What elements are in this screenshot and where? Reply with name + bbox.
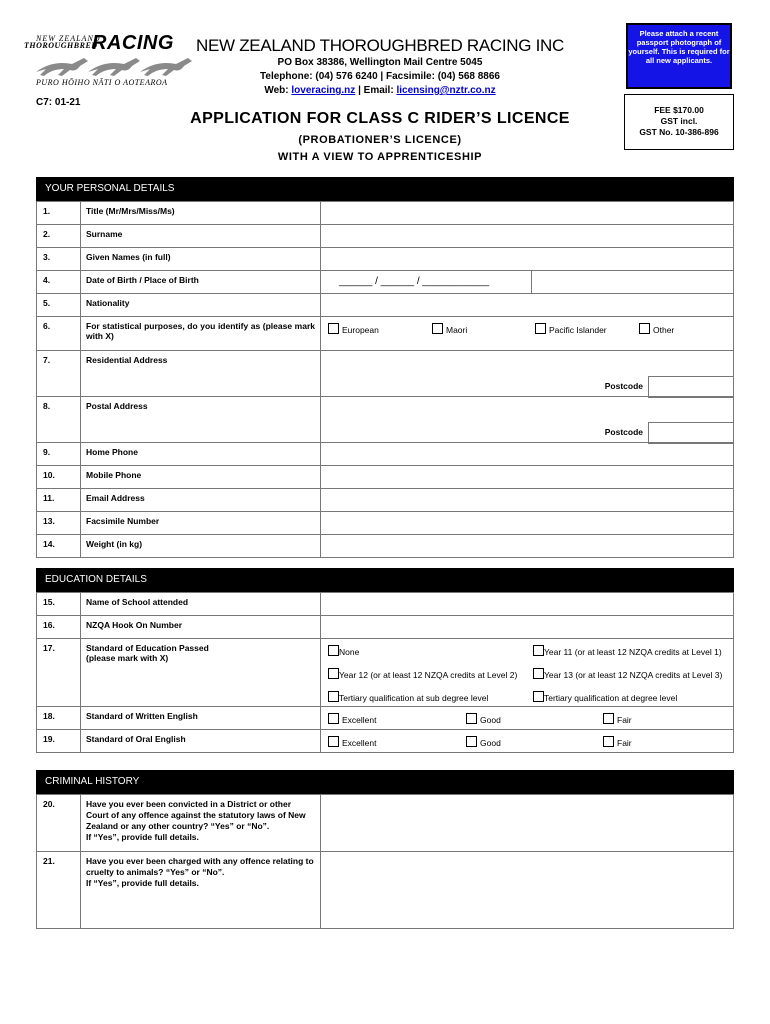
answer-field[interactable] [321, 616, 734, 639]
row-question: Have you ever been convicted in a District or other Court of any offence against the statutory laws of New Zealand or any other country? “Yes” or “No”. If “Yes”, provide full details. [81, 795, 321, 852]
row-question: Given Names (in full) [81, 248, 321, 271]
logo-racing: RACING [92, 32, 174, 54]
nztr-logo [22, 30, 202, 92]
row-number: 1. [37, 202, 81, 225]
postcode-label: Postcode [604, 427, 643, 437]
option-excellent[interactable] [328, 736, 377, 748]
option-maori[interactable] [432, 323, 467, 335]
option-label: European [342, 325, 379, 335]
option-good[interactable] [466, 713, 501, 725]
option-good[interactable] [466, 736, 501, 748]
table-row [37, 466, 734, 489]
org-name: NEW ZEALAND THOROUGHBRED RACING INC [196, 36, 564, 55]
answer-field[interactable] [321, 248, 734, 271]
section-heading: EDUCATION DETAILS [36, 568, 734, 592]
option-tertiary-sub-degree[interactable] [328, 691, 488, 703]
option-label: Other [653, 325, 675, 335]
option-fair[interactable] [603, 713, 632, 725]
logo-line2: THOROUGHBRED [24, 41, 98, 50]
row-question [81, 639, 321, 707]
row-number: 18. [37, 707, 81, 730]
row-number: 15. [37, 593, 81, 616]
row-number: 2. [37, 225, 81, 248]
option-label: Year 12 (or at least 12 NZQA credits at Level 2) [339, 670, 518, 680]
checkbox-icon[interactable] [603, 736, 614, 747]
checkbox-icon[interactable] [328, 736, 339, 747]
row-question: Date of Birth / Place of Birth [81, 271, 321, 294]
option-other[interactable] [639, 323, 674, 335]
horses-icon [32, 52, 200, 78]
answer-field[interactable] [321, 852, 734, 929]
checkbox-icon[interactable] [533, 645, 544, 656]
checkbox-icon[interactable] [466, 713, 477, 724]
education-standard-options [321, 639, 734, 707]
table-row [37, 351, 734, 397]
table-row [37, 616, 734, 639]
logo-maori: PURO HŌIHO NĀTI O AOTEAROA [36, 78, 168, 87]
row-number: 4. [37, 271, 81, 294]
option-year-12[interactable] [328, 668, 517, 680]
option-european[interactable] [328, 323, 379, 335]
table-row [37, 397, 734, 443]
dob-blank: ______ / ______ / ____________ [339, 276, 490, 287]
row-number: 17. [37, 639, 81, 707]
question-text: Standard of Education Passed [86, 643, 209, 653]
table-row [37, 535, 734, 558]
checkbox-icon[interactable] [328, 691, 339, 702]
answer-field[interactable] [321, 466, 734, 489]
table-row [37, 639, 734, 707]
divider [531, 271, 532, 293]
education-section [36, 568, 734, 753]
form-subtitle-2: WITH A VIEW TO APPRENTICESHIP [277, 151, 483, 163]
row-question: NZQA Hook On Number [81, 616, 321, 639]
postcode-field[interactable] [648, 376, 734, 398]
option-year-11[interactable] [533, 645, 722, 657]
table-row [37, 707, 734, 730]
answer-field[interactable] [321, 593, 734, 616]
answer-field[interactable] [321, 512, 734, 535]
checkbox-icon[interactable] [328, 713, 339, 724]
checkbox-icon[interactable] [603, 713, 614, 724]
option-tertiary-degree[interactable] [533, 691, 677, 703]
row-number: 9. [37, 443, 81, 466]
ethnicity-options [321, 317, 734, 351]
oral-english-options [321, 730, 734, 753]
fee-amount: FEE $170.00 [654, 105, 704, 115]
postcode-field[interactable] [648, 422, 734, 444]
table-row [37, 225, 734, 248]
table-row [37, 593, 734, 616]
option-label: None [339, 647, 360, 657]
row-number: 13. [37, 512, 81, 535]
logo-line1: NEW ZEALAND [36, 34, 101, 43]
form-code: C7: 01-21 [36, 97, 81, 108]
checkbox-icon[interactable] [432, 323, 443, 334]
row-question: Have you ever been charged with any offence relating to cruelty to animals? “Yes” or “No”. If “Yes”, provide full details. [81, 852, 321, 929]
table-row [37, 443, 734, 466]
po-box: PO Box 38386, Wellington Mail Centre 5045 [277, 57, 483, 68]
row-number: 19. [37, 730, 81, 753]
answer-field[interactable] [321, 535, 734, 558]
option-label: Good [480, 738, 501, 748]
row-question: Email Address [81, 489, 321, 512]
section-heading: YOUR PERSONAL DETAILS [36, 177, 734, 201]
fee-gst: GST incl. [660, 116, 698, 126]
answer-field[interactable] [321, 225, 734, 248]
row-question: Residential Address [81, 351, 321, 397]
row-number: 16. [37, 616, 81, 639]
web-link[interactable]: loveracing.nz [291, 85, 356, 96]
table-row [37, 271, 734, 294]
personal-details-table [36, 201, 734, 558]
option-label: Year 11 (or at least 12 NZQA credits at Level 1) [544, 647, 722, 657]
criminal-history-table [36, 794, 734, 929]
table-row [37, 852, 734, 929]
option-label: Excellent [342, 738, 377, 748]
row-question: Surname [81, 225, 321, 248]
form-subtitle: (PROBATIONER’S LICENCE) [298, 134, 462, 146]
fee-box [624, 94, 734, 150]
gst-number: GST No. 10-386-896 [639, 127, 719, 137]
residential-address-field[interactable] [321, 351, 734, 397]
web-line [190, 84, 570, 98]
table-row [37, 795, 734, 852]
checkbox-icon[interactable] [466, 736, 477, 747]
row-number: 6. [37, 317, 81, 351]
written-english-options [321, 707, 734, 730]
row-number: 3. [37, 248, 81, 271]
option-label: Year 13 (or at least 12 NZQA credits at Level 3) [544, 670, 723, 680]
row-question: Mobile Phone [81, 466, 321, 489]
option-label: Good [480, 715, 501, 725]
option-label: Fair [617, 738, 632, 748]
email-link[interactable]: licensing@nztr.co.nz [396, 85, 496, 96]
option-label: Fair [617, 715, 632, 725]
section-heading: CRIMINAL HISTORY [36, 770, 734, 794]
row-question: For statistical purposes, do you identify as (please mark with X) [81, 317, 321, 351]
table-row [37, 512, 734, 535]
row-question: Name of School attended [81, 593, 321, 616]
row-number: 5. [37, 294, 81, 317]
option-year-13[interactable] [533, 668, 722, 680]
separator: | [358, 85, 361, 96]
table-row [37, 317, 734, 351]
photo-note: Please attach a recent passport photograph of yourself. This is required for all new applicants. [626, 23, 732, 89]
row-number: 8. [37, 397, 81, 443]
dob-field[interactable] [321, 271, 734, 294]
row-question: Standard of Written English [81, 707, 321, 730]
answer-field[interactable] [321, 795, 734, 852]
table-row [37, 730, 734, 753]
option-label: Tertiary qualification at sub degree level [339, 693, 489, 703]
row-question: Home Phone [81, 443, 321, 466]
option-label: Pacific Islander [549, 325, 607, 335]
option-label: Excellent [342, 715, 377, 725]
row-question: Nationality [81, 294, 321, 317]
postal-address-field[interactable] [321, 397, 734, 443]
checkbox-icon[interactable] [328, 668, 339, 679]
row-question: Weight (in kg) [81, 535, 321, 558]
checkbox-icon[interactable] [639, 323, 650, 334]
table-row [37, 248, 734, 271]
email-label: Email: [363, 85, 394, 96]
row-number: 7. [37, 351, 81, 397]
answer-field[interactable] [321, 489, 734, 512]
checkbox-icon[interactable] [535, 323, 546, 334]
checkbox-icon[interactable] [328, 323, 339, 334]
education-table [36, 592, 734, 753]
option-pacific-islander[interactable] [535, 323, 607, 335]
option-fair[interactable] [603, 736, 632, 748]
checkbox-icon[interactable] [328, 645, 339, 656]
row-number: 20. [37, 795, 81, 852]
option-label: Tertiary qualification at degree level [544, 693, 678, 703]
row-number: 14. [37, 535, 81, 558]
contact-block [190, 56, 570, 98]
web-label: Web: [264, 85, 289, 96]
row-question: Postal Address [81, 397, 321, 443]
row-number: 11. [37, 489, 81, 512]
answer-field[interactable] [321, 202, 734, 225]
form-title: APPLICATION FOR CLASS C RIDER’S LICENCE [190, 110, 570, 127]
option-label: Maori [446, 325, 468, 335]
criminal-history-section [36, 770, 734, 929]
table-row [37, 489, 734, 512]
question-hint: (please mark with X) [86, 653, 169, 663]
checkbox-icon[interactable] [533, 691, 544, 702]
row-question: Title (Mr/Mrs/Miss/Ms) [81, 202, 321, 225]
row-question: Facsimile Number [81, 512, 321, 535]
row-number: 10. [37, 466, 81, 489]
row-question: Standard of Oral English [81, 730, 321, 753]
option-excellent[interactable] [328, 713, 377, 725]
option-none[interactable] [328, 645, 359, 657]
answer-field[interactable] [321, 294, 734, 317]
row-number: 21. [37, 852, 81, 929]
checkbox-icon[interactable] [533, 668, 544, 679]
phone-line: Telephone: (04) 576 6240 | Facsimile: (04) 568 8866 [260, 71, 500, 82]
table-row [37, 294, 734, 317]
postcode-label: Postcode [604, 381, 643, 391]
table-row [37, 202, 734, 225]
personal-details-section [36, 177, 734, 558]
answer-field[interactable] [321, 443, 734, 466]
